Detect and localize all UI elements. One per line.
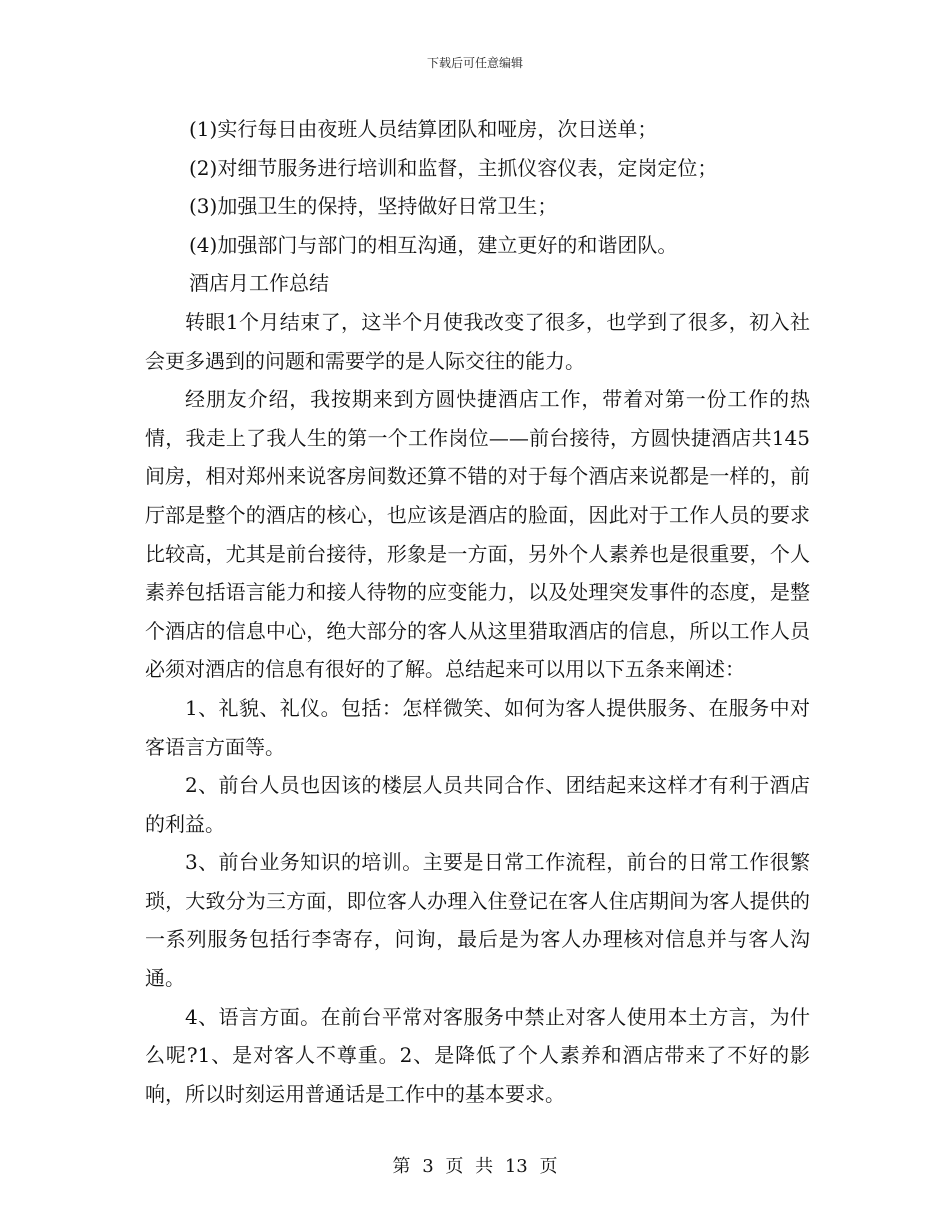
paragraph: 4、语言方面。在前台平常对客服务中禁止对客人使用本土方言，为什么呢?1、是对客人不尊重。2、是降低了个人素养和酒店带来了不好的影响，所以时刻运用普通话是工作中的基本要求。 (145, 1004, 810, 1106)
paragraph: 经朋友介绍，我按期来到方圆快捷酒店工作，带着对第一份工作的热情，我走上了我人生的第一个工作岗位——前台接待，方圆快捷酒店共145间房，相对郑州来说客房间数还算不错的对于每个酒店来说都是一样的，前厅部是整个的酒店的核心，也应该是酒店的脸面，因此对于工作人员的要求比较高，尤其是前台接待，形象是一方面，另外个人素养也是很重要，个人素养包括语言能力和接人待物的应变能力，以及处理突发事件的态度，是整个酒店的信息中心，绝大部分的客人从这里猎取酒店的信息，所以工作人员必须对酒店的信息有很好的了解。总结起来可以用以下五条来阐述： (145, 387, 810, 682)
paragraph: 1、礼貌、礼仪。包括：怎样微笑、如何为客人提供服务、在服务中对客语言方面等。 (145, 695, 810, 759)
list-item: (4)加强部门与部门的相互沟通，建立更好的和谐团队。 (189, 232, 678, 257)
page-footer: 第 3 页 共 13 页 (392, 1156, 558, 1177)
paragraph: 转眼1个月结束了，这半个月使我改变了很多，也学到了很多，初入社会更多遇到的问题和需要学的是人际交往的能力。 (145, 309, 810, 373)
list-item: (2)对细节服务进行培训和监督，主抓仪容仪表，定岗定位； (189, 155, 718, 180)
page-header: 下载后可任意编辑 (426, 56, 523, 70)
list-item: (3)加强卫生的保持，坚持做好日常卫生； (189, 194, 558, 219)
paragraph: 3、前台业务知识的培训。主要是日常工作流程，前台的日常工作很繁琐，大致分为三方面，即位客人办理入住登记在客人住店期间为客人提供的一系列服务包括行李寄存，问询，最后是为客人办理核对信息并与客人沟通。 (145, 850, 810, 991)
document-body (145, 110, 810, 1113)
paragraph: 2、前台人员也因该的楼层人员共同合作、团结起来这样才有利于酒店的利益。 (145, 773, 810, 836)
section-title: 酒店月工作总结 (189, 271, 329, 296)
list-item: (1)实行每日由夜班人员结算团队和哑房，次日送单； (189, 117, 658, 141)
